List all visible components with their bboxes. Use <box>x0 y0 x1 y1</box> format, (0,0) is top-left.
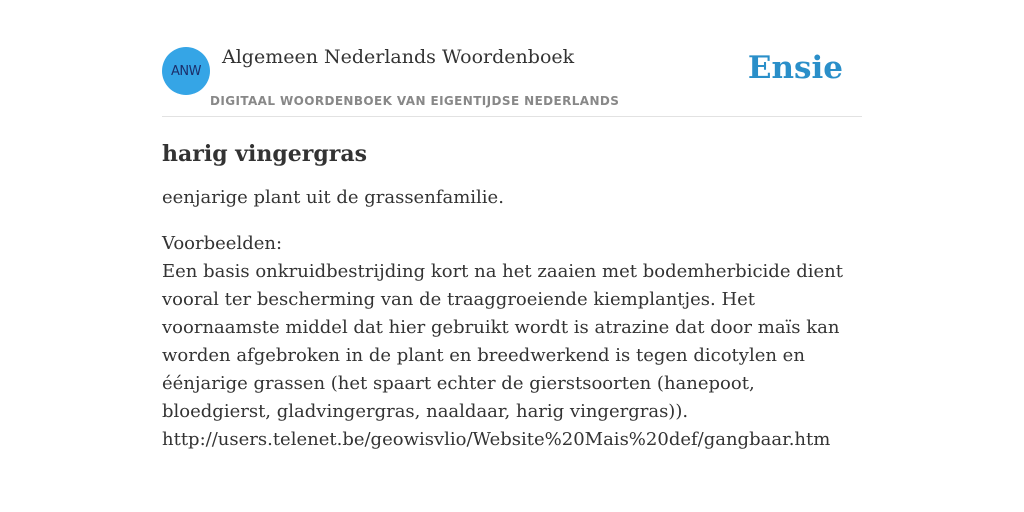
logo-text: ANW <box>171 63 201 79</box>
entry-content <box>162 138 862 454</box>
ensie-brand-link[interactable]: Ensie <box>747 50 843 86</box>
example-text: Een basis onkruidbestrijding kort na het zaaien met bodemherbicide dient vooral ter bescherming van de traaggroeiende kiemplantjes. Het voornaamste middel dat hier gebruikt wordt is atrazine dat door maïs kan worden afgebroken in de plant en breedwerkend is tegen dicotylen en éénjarige grassen (het spaart echter de gierstsoorten (hanepoot, bloedgierst, gladvingergras, naaldaar, harig vingergras)). <box>162 261 843 422</box>
site-header <box>162 0 862 117</box>
definition: eenjarige plant uit de grassenfamilie. <box>162 187 504 208</box>
source-url[interactable]: http://users.telenet.be/geowisvlio/Website%20Mais%20def/gangbaar.htm <box>162 429 831 450</box>
site-subtitle: DIGITAAL WOORDENBOEK VAN EIGENTIJDSE NEDERLANDS <box>210 94 620 108</box>
anw-logo[interactable] <box>162 47 210 95</box>
headword: harig vingergras <box>162 141 367 167</box>
examples-block <box>162 230 862 454</box>
site-title[interactable]: Algemeen Nederlands Woordenboek <box>222 46 575 68</box>
examples-label: Voorbeelden: <box>162 233 283 254</box>
